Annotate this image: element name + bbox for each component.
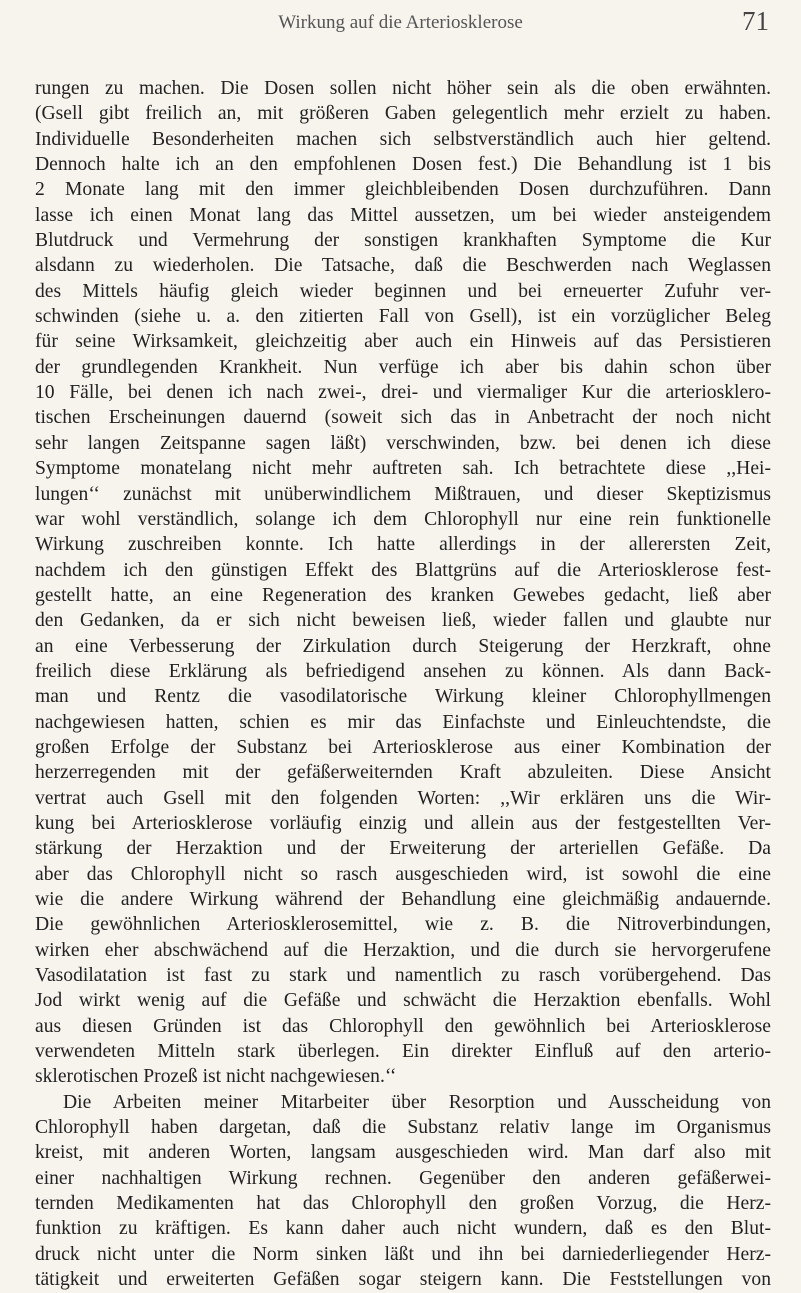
text-line: stärkung der Herzaktion und der Erweiterung der arteriellen Gefäße. Da: [35, 838, 771, 860]
text-line: herzerregenden mit der gefäßerweiternden Kraft abzuleiten. Diese Ansicht: [35, 762, 771, 784]
text-line: Blutdruck und Vermehrung der sonstigen krankhaften Symptome die Kur: [35, 230, 771, 252]
text-line: ternden Medikamenten hat das Chlorophyll den großen Vorzug, die Herz-: [35, 1193, 771, 1215]
text-line: (Gsell gibt freilich an, mit größeren Gaben gelegentlich mehr erzielt zu haben.: [35, 103, 771, 125]
text-line: nachgewiesen hatten, schien es mir das Einfachste und Einleuchtendste, die: [35, 711, 771, 733]
text-line: Jod wirkt wenig auf die Gefäße und schwächt die Herzaktion ebenfalls. Wohl: [35, 990, 771, 1012]
text-line: funktion zu kräftigen. Es kann daher auch nicht wundern, daß es den Blut-: [35, 1218, 771, 1240]
text-line: Dennoch halte ich an den empfohlenen Dosen fest.) Die Behandlung ist 1 bis: [35, 154, 771, 176]
text-line: 10 Fälle, bei denen ich nach zwei-, drei- und viermaliger Kur die arteriosklero-: [35, 382, 771, 404]
text-line: sehr langen Zeitspanne sagen läßt) verschwinden, bzw. bei denen ich diese: [35, 432, 771, 454]
text-line: tischen Erscheinungen dauernd (soweit sich das in Anbetracht der noch nicht: [35, 407, 771, 429]
text-line: aus diesen Gründen ist das Chlorophyll den gewöhnlich bei Arteriosklerose: [35, 1015, 771, 1037]
text-line: Symptome monatelang nicht mehr auftreten sah. Ich betrachtete diese ,,Hei-: [35, 458, 771, 480]
text-line: einer nachhaltigen Wirkung rechnen. Gegenüber den anderen gefäßerwei-: [35, 1167, 771, 1189]
text-line: druck nicht unter die Norm sinken läßt und ihn bei darniederliegender Herz-: [35, 1243, 771, 1265]
text-line: Die gewöhnlichen Arteriosklerosemittel, wie z. B. die Nitroverbindungen,: [35, 914, 771, 936]
text-line: für seine Wirksamkeit, gleichzeitig aber auch ein Hinweis auf das Persistieren: [35, 331, 771, 353]
text-line: der grundlegenden Krankheit. Nun verfüge ich aber bis dahin schon über: [35, 356, 771, 378]
text-line: Wirkung zuschreiben konnte. Ich hatte allerdings in der allerersten Zeit,: [35, 534, 771, 556]
text-line: rungen zu machen. Die Dosen sollen nicht höher sein als die oben erwähnten.: [35, 78, 771, 99]
text-line: an eine Verbesserung der Zirkulation durch Steigerung der Herzkraft, ohne: [35, 635, 771, 657]
text-line: kreist, mit anderen Worten, langsam ausgeschieden wird. Man darf also mit: [35, 1142, 771, 1164]
text-line: des Mittels häufig gleich wieder beginnen und bei erneuerter Zufuhr ver-: [35, 280, 771, 302]
text-line: lungen‘‘ zunächst mit unüberwindlichem Mißtrauen, und dieser Skeptizismus: [35, 483, 771, 505]
body-text: [35, 76, 771, 1293]
text-line: Vasodilatation ist fast zu stark und namentlich zu rasch vorübergehend. Das: [35, 965, 771, 987]
text-line: Individuelle Besonderheiten machen sich selbstverständlich auch hier geltend.: [35, 128, 771, 150]
text-line: schwinden (siehe u. a. den zitierten Fall von Gsell), ist ein vorzüglicher Beleg: [35, 306, 771, 328]
text-line: sklerotischen Prozeß ist nicht nachgewiesen.‘‘: [35, 1066, 397, 1088]
text-line: großen Erfolge der Substanz bei Arteriosklerose aus einer Kombination der: [35, 736, 771, 758]
running-title: Wirkung auf die Arteriosklerose: [278, 12, 523, 33]
text-line: 2 Monate lang mit den immer gleichbleibenden Dosen durchzuführen. Dann: [35, 179, 771, 201]
text-line: tätigkeit und erweiterten Gefäßen sogar steigern kann. Die Feststellungen von: [35, 1269, 771, 1291]
text-line: gestellt hatte, an eine Regeneration des kranken Gewebes gedacht, ließ aber: [35, 584, 771, 606]
text-line: wie die andere Wirkung während der Behandlung eine gleichmäßig andauernde.: [35, 889, 771, 910]
text-line: freilich diese Erklärung als befriedigend ansehen zu können. Als dann Back-: [35, 660, 771, 682]
text-line: nachdem ich den günstigen Effekt des Blattgrüns auf die Arteriosklerose fest-: [35, 559, 771, 581]
text-line: Die Arbeiten meiner Mitarbeiter über Resorption und Ausscheidung von: [63, 1091, 771, 1113]
text-line: Chlorophyll haben dargetan, daß die Substanz relativ lange im Organismus: [35, 1117, 771, 1139]
text-line: wirken eher abschwächend auf die Herzaktion, und die durch sie hervorgerufene: [35, 939, 771, 961]
running-head: [0, 6, 801, 36]
text-line: kung bei Arteriosklerose vorläufig einzig und allein aus der festgestellten Ver-: [35, 812, 771, 834]
text-line: man und Rentz die vasodilatorische Wirkung kleiner Chlorophyllmengen: [35, 686, 771, 708]
text-line: vertrat auch Gsell mit den folgenden Worten: ,,Wir erklären uns die Wir-: [35, 787, 771, 809]
text-line: aber das Chlorophyll nicht so rasch ausgeschieden wird, ist sowohl die eine: [35, 863, 771, 885]
text-line: lasse ich einen Monat lang das Mittel aussetzen, um bei wieder ansteigendem: [35, 204, 771, 226]
text-line: alsdann zu wiederholen. Die Tatsache, daß die Beschwerden nach Weglassen: [35, 255, 771, 277]
text-line: den Gedanken, da er sich nicht beweisen ließ, wieder fallen und glaubte nur: [35, 610, 771, 632]
page-number: 71: [742, 6, 769, 36]
text-line: war wohl verständlich, solange ich dem Chlorophyll nur eine rein funktionelle: [35, 508, 771, 530]
text-line: verwendeten Mitteln stark überlegen. Ein direkter Einfluß auf den arterio-: [35, 1041, 771, 1063]
